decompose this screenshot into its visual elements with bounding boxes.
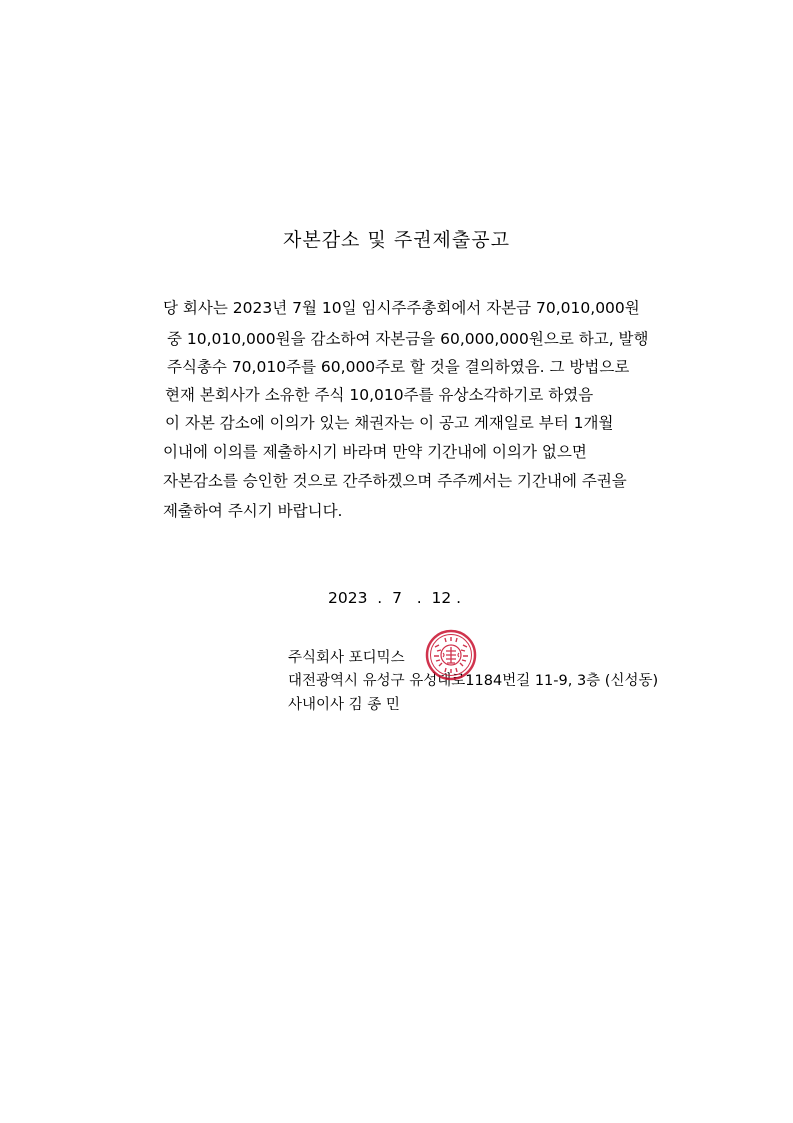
- notice-line-1: 당 회사는 2023년 7월 10일 임시주주총회에서 자본금 70,010,000원: [163, 299, 640, 317]
- notice-line-3: 주식총수 70,010주를 60,000주로 할 것을 결의하였음. 그 방법으로: [167, 358, 630, 376]
- company-address: 대전광역시 유성구 유성대로1184번길 11-9, 3층 (신성동): [288, 673, 659, 689]
- notice-line-4: 현재 본회사가 소유한 주식 10,010주를 유상소각하기로 하였음: [165, 386, 594, 404]
- notice-line-8: 제출하여 주시기 바랍니다.: [163, 502, 343, 520]
- notice-line-5: 이 자본 감소에 이의가 있는 채권자는 이 공고 게재일로 부터 1개월: [165, 414, 614, 432]
- company-name: 주식회사 포디믹스: [288, 650, 405, 666]
- notice-line-2: 중 10,010,000원을 감소하여 자본금을 60,000,000원으로 하고, 발행: [167, 330, 649, 348]
- company-seal-icon: [425, 629, 477, 681]
- notice-date: 2023 . 7 . 12 .: [328, 589, 462, 607]
- notice-line-7: 자본감소를 승인한 것으로 간주하겠으며 주주께서는 기간내에 주권을: [163, 472, 627, 490]
- representative-name: 사내이사 김 종 민: [288, 697, 400, 713]
- notice-title: 자본감소 및 주권제출공고: [283, 229, 510, 251]
- notice-line-6: 이내에 이의를 제출하시기 바라며 만약 기간내에 이의가 없으면: [163, 443, 587, 461]
